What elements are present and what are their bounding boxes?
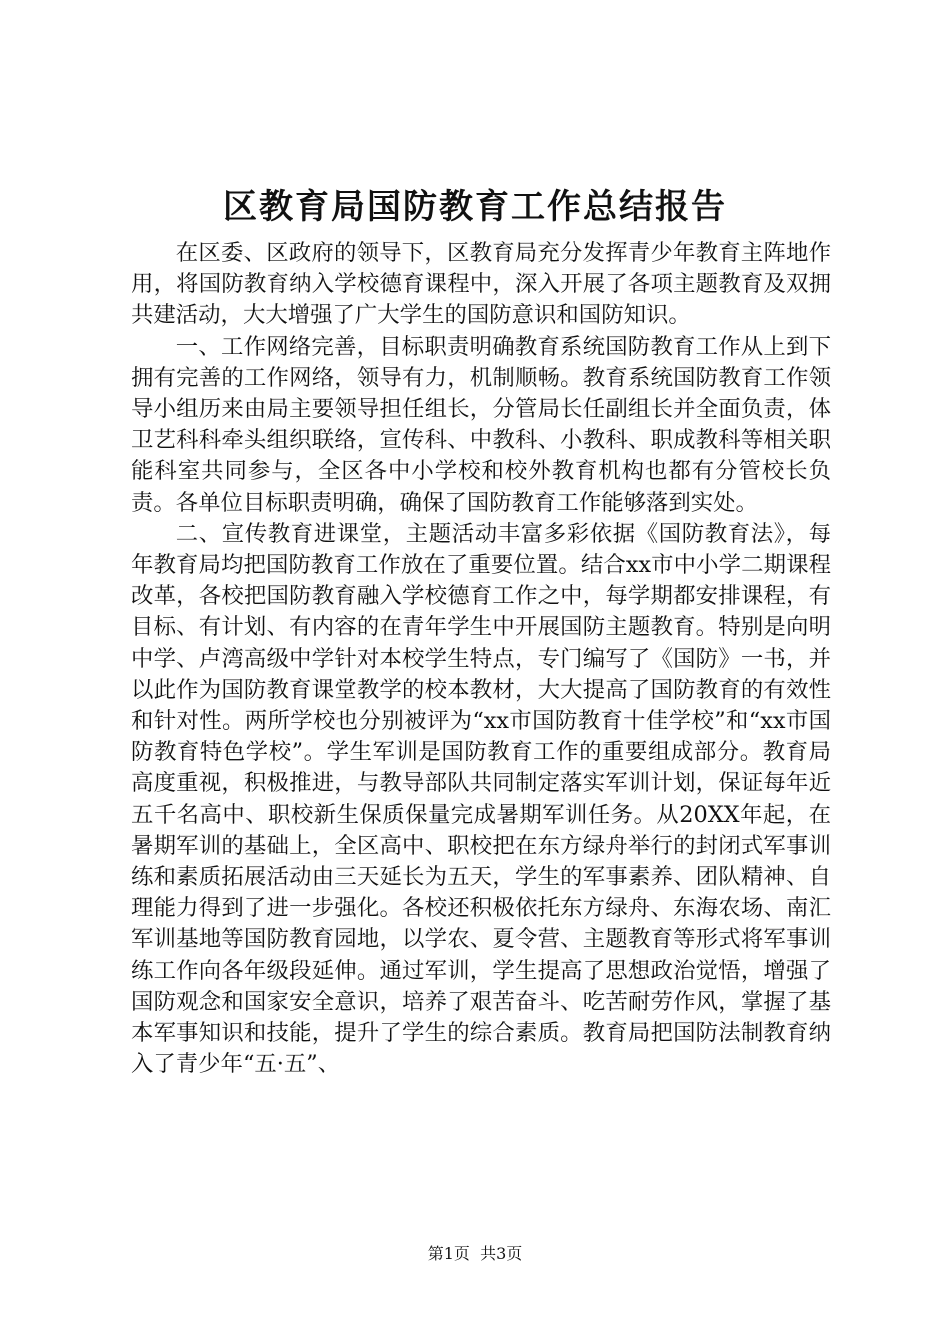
page-number: 第1页	[427, 1244, 470, 1263]
document-body	[131, 238, 831, 1080]
paragraph-section-one: 一、工作网络完善，目标职责明确教育系统国防教育工作从上到下拥有完善的工作网络，领导有力，机制顺畅。教育系统国防教育工作领导小组历来由局主要领导担任组长，分管局长任副组长并全面负责，体卫艺科科牵头组织联络，宣传科、中教科、小教科、职成教科等相关职能科室共同参与，全区各中小学校和校外教育机构也都有分管校长负责。各单位目标职责明确，确保了国防教育工作能够落到实处。	[131, 333, 831, 516]
paragraph-intro: 在区委、区政府的领导下，区教育局充分发挥青少年教育主阵地作用，将国防教育纳入学校德育课程中，深入开展了各项主题教育及双拥共建活动，大大增强了广大学生的国防意识和国防知识。	[131, 240, 831, 329]
paragraph-section-two: 二、宣传教育进课堂，主题活动丰富多彩依据《国防教育法》，每年教育局均把国防教育工作放在了重要位置。结合xx市中小学二期课程改革，各校把国防教育融入学校德育工作之中，每学期都安排课程，有目标、有计划、有内容的在青年学生中开展国防主题教育。特别是向明中学、卢湾高级中学针对本校学生特点，专门编写了《国防》一书，并以此作为国防教育课堂教学的校本教材，大大提高了国防教育的有效性和针对性。两所学校也分别被评为“xx市国防教育十佳学校”和“xx市国防教育特色学校”。学生军训是国防教育工作的重要组成部分。教育局高度重视，积极推进，与教导部队共同制定落实军训计划，保证每年近五千名高中、职校新生保质保量完成暑期军训任务。从20XX年起，在暑期军训的基础上，全区高中、职校把在东方绿舟举行的封闭式军事训练和素质拓展活动由三天延长为五天，学生的军事素养、团队精神、自理能力得到了进一步强化。各校还积极依托东方绿舟、东海农场、南汇军训基地等国防教育园地，以学农、夏令营、主题教育等形式将军事训练工作向各年级段延伸。通过军训，学生提高了思想政治觉悟，增强了国防观念和国家安全意识，培养了艰苦奋斗、吃苦耐劳作风，掌握了基本军事知识和技能，提升了学生的综合素质。教育局把国防法制教育纳入了青少年“五·五”、	[131, 520, 831, 1078]
page-footer	[0, 1242, 950, 1266]
page-total: 共3页	[480, 1244, 523, 1263]
document-title: 区教育局国防教育工作总结报告	[223, 187, 727, 227]
